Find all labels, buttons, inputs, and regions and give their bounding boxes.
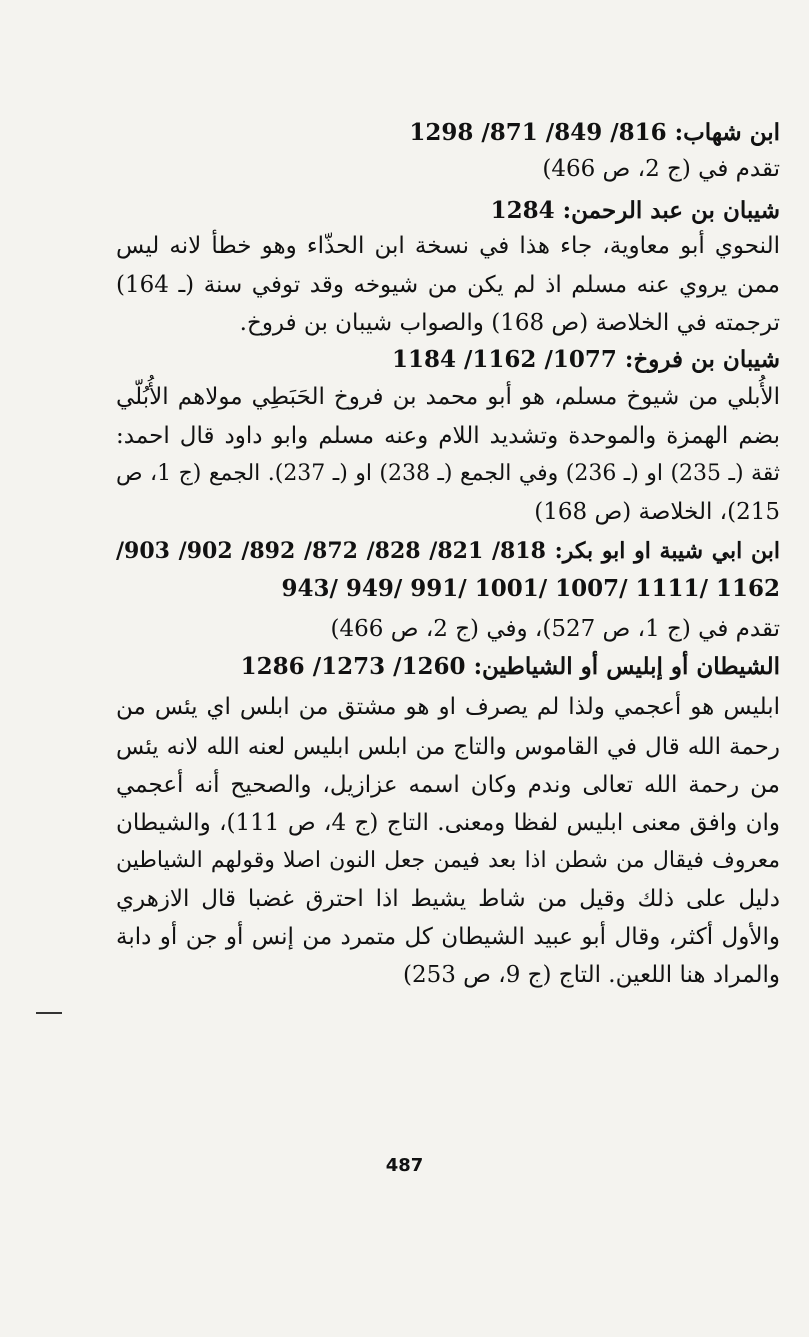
entry-text-line: وان وافق معنى ابليس لفظا ومعنى. التاج (ج 4، ص 111)، والشيطان — [116, 810, 780, 836]
margin-mark — [36, 1012, 62, 1014]
entry-text-line: تقدم في (ج 1، ص 527)، وفي (ج 2، ص 466) — [330, 616, 780, 642]
entry-refs-line: 943/ 949/ 991/ 1001/ 1007/ 1111/ 1162 — [281, 575, 780, 602]
entry-text-line: من رحمة الله تعالى وندم وكان اسمه عزازيل، والصحيح أنه أعجمي — [116, 772, 780, 798]
page-number: 487 — [385, 1155, 424, 1176]
entry-text-line: تقدم في (ج 2، ص 466) — [542, 156, 780, 182]
entry-text-line: والمراد هنا اللعين. التاج (ج 9، ص 253) — [402, 962, 780, 988]
entry-heading-ibn-shihab: ابن شهاب: 816/ 849/ 871/ 1298 — [409, 119, 780, 146]
entry-text-line: ترجمته في الخلاصة (ص 168) والصواب شيبان بن فروخ. — [239, 310, 780, 336]
entry-text-line: رحمة الله قال في القاموس والتاج من ابلس ابليس لعنه الله لانه يئس — [116, 734, 780, 760]
entry-text-line: ممن يروي عنه مسلم اذ لم يكن من شيوخه وقد توفي سنة (ـ 164) — [116, 272, 780, 298]
entry-text-line: والأول أكثر، وقال أبو عبيد الشيطان كل متمرد من إنس أو جن أو دابة — [116, 924, 780, 950]
entry-heading-shayban-farrukh: شيبان بن فروخ: 1077/ 1162/ 1184 — [391, 346, 780, 373]
entry-text-line: معروف فيقال من شطن اذا بعد فيمن جعل النون اصلا وقولهم الشياطين — [116, 848, 780, 873]
entry-text-line: النحوي أبو معاوية، جاء هذا في نسخة ابن الحذّاء وهو خطأ لانه ليس — [116, 233, 780, 259]
entry-heading-shayban-abd-rahman: شيبان بن عبد الرحمن: 1284 — [490, 197, 780, 224]
entry-text-line: بضم الهمزة والموحدة وتشديد اللام وعنه مسلم وابو داود قال احمد: — [116, 423, 780, 449]
entry-text-line: ثقة (ـ 235) او (ـ 236) وفي الجمع (ـ 238) او (ـ 237). الجمع (ج 1، ص — [116, 461, 781, 486]
entry-text-line: 215)، الخلاصة (ص 168) — [534, 499, 780, 525]
entry-text-line: ابليس هو أعجمي ولذا لم يصرف او هو مشتق من ابلس اي يئس من — [116, 694, 780, 720]
entry-text-line: الأُبلي من شيوخ مسلم، هو أبو محمد بن فروخ الحَبَطِي مولاهم الأُبُلّي — [116, 384, 780, 410]
entry-heading-ibn-abi-shayba: ابن ابي شيبة او ابو بكر: 818/ 821/ 828/ 872/ 892/ 902/ 903/ — [116, 538, 780, 564]
entry-heading-shaytan-iblis: الشيطان أو إبليس أو الشياطين: 1260/ 1273/ 1286 — [240, 653, 780, 680]
entry-text-line: دليل على ذلك وقيل من شاط يشيط اذا احترق غضبا قال الازهري — [116, 886, 780, 912]
